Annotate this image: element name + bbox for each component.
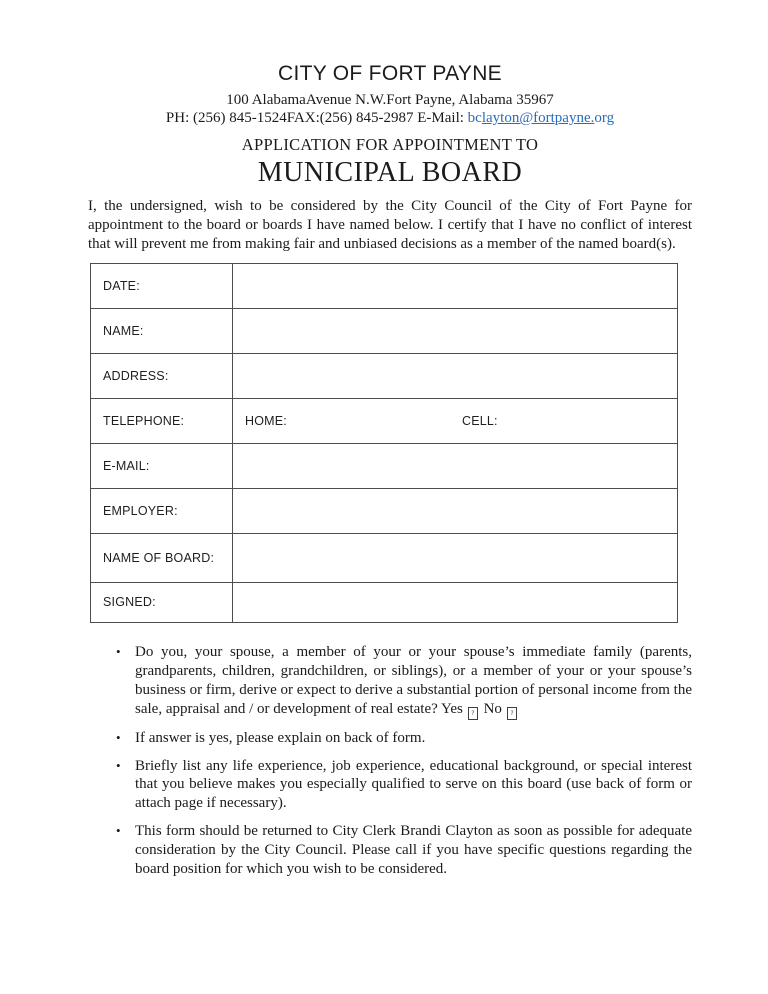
bullet-text: Briefly list any life experience, job experience, educational background, or special interest that you believe makes you especially qualified to serve on this board (use back of form or attach page if necessary). — [135, 757, 692, 812]
field-label-telephone: TELEPHONE: — [91, 399, 233, 444]
field-value-date[interactable] — [233, 264, 678, 309]
table-row-telephone — [91, 399, 678, 444]
notes-bullet-list — [113, 643, 692, 878]
field-value-board-name[interactable] — [233, 534, 678, 583]
table-row-date — [91, 264, 678, 309]
address-line: 100 AlabamaAvenue N.W.Fort Payne, Alabama 35967 — [226, 92, 554, 108]
field-label-name: NAME: — [91, 309, 233, 354]
field-value-address[interactable] — [233, 354, 678, 399]
bullet-list-experience — [113, 757, 692, 813]
intro-paragraph: I, the undersigned, wish to be considered by the City Council of the City of Fort Payne for appointment to the board or boards I have named below. I certify that I have no conflict of interest that will prevent me from making fair and unbiased decisions as a member of the named board(s). — [88, 198, 692, 252]
field-value-name[interactable] — [233, 309, 678, 354]
table-row-name — [91, 309, 678, 354]
bullet-explain-on-back — [113, 729, 692, 748]
document-header — [88, 62, 692, 189]
contact-line — [88, 110, 692, 127]
no-checkbox-glyph[interactable] — [507, 707, 517, 720]
yes-checkbox-glyph[interactable] — [468, 707, 478, 720]
field-value-telephone[interactable] — [233, 399, 678, 444]
field-label-employer: EMPLOYER: — [91, 489, 233, 534]
home-phone-label: HOME: — [245, 414, 287, 429]
application-form-table — [90, 263, 678, 623]
bullet-text: This form should be returned to City Clerk Brandi Clayton as soon as possible for adequate consideration by the City Council. Please call if you have specific questions regarding the board position for which you wish to be considered. — [135, 822, 692, 877]
table-row-signed — [91, 583, 678, 623]
email-part-underlined: layton@fortpayne. — [481, 110, 595, 126]
email-link[interactable] — [468, 110, 614, 126]
table-row-board-name — [91, 534, 678, 583]
yes-label: Yes — [440, 700, 463, 717]
field-label-date: DATE: — [91, 264, 233, 309]
city-name-title: CITY OF FORT PAYNE — [278, 62, 502, 85]
email-part-post: org — [594, 110, 615, 126]
board-title: MUNICIPAL BOARD — [257, 157, 523, 188]
bullet-real-estate-question — [113, 643, 692, 719]
field-value-email[interactable] — [233, 444, 678, 489]
field-label-signed: SIGNED: — [91, 583, 233, 623]
table-row-employer — [91, 489, 678, 534]
field-label-email: E-MAIL: — [91, 444, 233, 489]
phone-fax-text: PH: (256) 845-1524FAX:(256) 845-2987 E-Mail: — [165, 110, 468, 126]
email-part-pre: bc — [467, 110, 482, 126]
bullet-text: If answer is yes, please explain on back of form. — [135, 729, 426, 746]
table-row-email — [91, 444, 678, 489]
field-label-board-name: NAME OF BOARD: — [91, 534, 233, 583]
field-label-address: ADDRESS: — [91, 354, 233, 399]
bullet-return-instructions — [113, 822, 692, 878]
cell-phone-label: CELL: — [461, 414, 498, 429]
bullet-text: Do you, your spouse, a member of your or your spouse’s immediate family (parents, grandparents, children, grandchildren, or siblings), or a member of your or your spouse’s business or firm, derive or expect to derive a substantial portion of personal income from the sale, appraisal and / or development of real estate? — [135, 644, 692, 717]
field-value-signed[interactable] — [233, 583, 678, 623]
field-value-employer[interactable] — [233, 489, 678, 534]
no-label: No — [483, 700, 502, 717]
application-subtitle: APPLICATION FOR APPOINTMENT TO — [241, 135, 539, 154]
table-row-address — [91, 354, 678, 399]
